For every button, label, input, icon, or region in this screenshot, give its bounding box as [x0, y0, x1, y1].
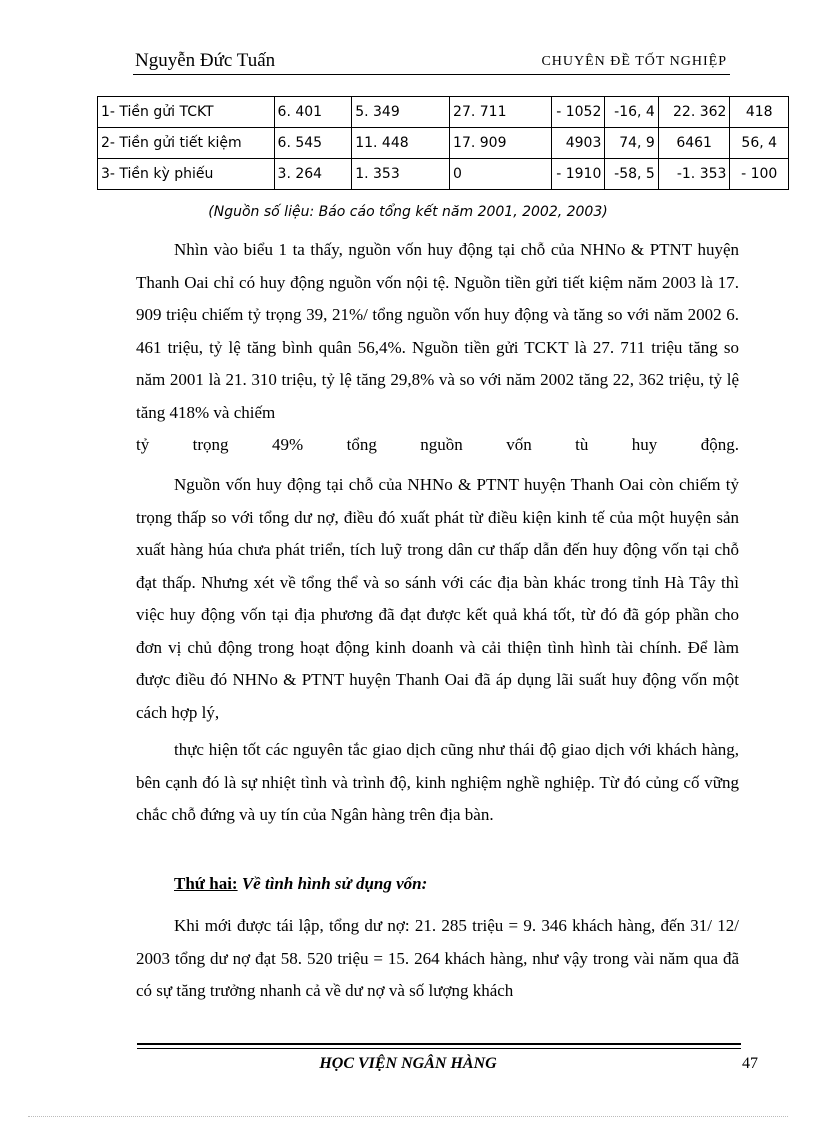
table-cell: 6. 401	[274, 97, 352, 128]
paragraph: Khi mới được tái lập, tổng dư nợ: 21. 285 triệu = 9. 346 khách hàng, đến 31/ 12/ 2003 tổng dư nợ đạt 58. 520 triệu = 15. 264 khách hàng, như vậy trong vài năm qua đã có sự tăng trưởng nhanh cả về dư nợ và số lượng khách	[136, 916, 739, 1000]
table-cell: -58, 5	[605, 159, 658, 190]
page-edge-divider	[28, 1116, 788, 1117]
section-title: Về tình hình sử dụng vốn:	[241, 874, 428, 893]
table-cell: 56, 4	[730, 128, 789, 159]
paragraph: Nhìn vào biểu 1 ta thấy, nguồn vốn huy động tại chỗ của NHNo & PTNT huyện Thanh Oai chỉ có huy động nguồn vốn nội tệ. Nguồn tiền gửi tiết kiệm năm 2003 là 17. 909 triệu chiếm tỷ trọng 39, 21%/ tổng nguồn vốn huy động và tăng so với năm 2002 6. 461 triệu, tỷ lệ tăng bình quân 56,4%. Nguồn tiền gửi TCKT là 27. 711 triệu tăng so năm 2001 là 21. 310 triệu, tỷ lệ tăng 29,8% và so với năm 2002 tăng 22, 362 triệu, tỷ lệ tăng 418% và chiếm	[136, 240, 739, 422]
table-cell: 5. 349	[352, 97, 450, 128]
footer-title: HỌC VIỆN NGÂN HÀNG	[319, 1055, 497, 1072]
table-cell: - 100	[730, 159, 789, 190]
table-row	[98, 159, 789, 190]
paragraph-line: tỷ trọng 49% tổng nguồn vốn tù huy động.	[136, 435, 739, 454]
table-cell: - 1910	[551, 159, 604, 190]
footer-divider	[137, 1043, 741, 1045]
paragraph: thực hiện tốt các nguyên tắc giao dịch cũng như thái độ giao dịch với khách hàng, bên cạnh đó là sự nhiệt tình và trình độ, kinh nghiệm nghề nghiệp. Từ đó củng cố vững chắc chỗ đứng và uy tín của Ngân hàng trên địa bàn.	[136, 740, 739, 824]
table-row	[98, 128, 789, 159]
paragraph: Nguồn vốn huy động tại chỗ của NHNo & PTNT huyện Thanh Oai còn chiếm tỷ trọng thấp so với tổng dư nợ, điều đó xuất phát từ điều kiện kinh tế của một huyện sản xuất hàng húa chưa phát triển, tích luỹ trong dân cư thấp dẫn đến huy động vốn tại chỗ đạt thấp. Nhưng xét về tổng thể và so sánh với các địa bàn khác trong tỉnh Hà Tây thì việc huy động vốn tại địa phương đã đạt được kết quả khá tốt, từ đó đã góp phần cho đơn vị chủ động trong hoạt động kinh doanh và cải thiện tình hình tài chính. Để làm được điều đó NHNo & PTNT huyện Thanh Oai đã áp dụng lãi suất huy động vốn một cách hợp lý,	[136, 475, 739, 722]
table-cell: 27. 711	[450, 97, 552, 128]
table-cell: 2- Tiền gửi tiết kiệm	[98, 128, 275, 159]
author-name: Nguyễn Đức Tuấn	[135, 50, 276, 71]
section-heading	[174, 874, 427, 894]
table-cell: 74, 9	[605, 128, 658, 159]
table-cell: 17. 909	[450, 128, 552, 159]
table-cell: 6461	[658, 128, 730, 159]
table-cell: 3- Tiền kỳ phiếu	[98, 159, 275, 190]
table-cell: 4903	[551, 128, 604, 159]
table-cell: 11. 448	[352, 128, 450, 159]
table-cell: - 1052	[551, 97, 604, 128]
table-cell: 3. 264	[274, 159, 352, 190]
table-cell: 0	[450, 159, 552, 190]
table-cell: -1. 353	[658, 159, 730, 190]
table-source-note: (Nguồn số liệu: Báo cáo tổng kết năm 2001, 2002, 2003)	[208, 204, 608, 220]
page-header	[135, 48, 731, 76]
table-row	[98, 97, 789, 128]
table-cell: 1. 353	[352, 159, 450, 190]
deposit-table	[97, 96, 789, 190]
document-title: CHUYÊN ĐỀ TỐT NGHIỆP	[541, 54, 727, 69]
page-number: 47	[742, 1055, 758, 1072]
section-label: Thứ hai:	[174, 874, 238, 893]
footer-divider	[137, 1048, 741, 1049]
table-cell: 22. 362	[658, 97, 730, 128]
header-divider	[133, 74, 730, 75]
table-cell: 418	[730, 97, 789, 128]
table-cell: 1- Tiền gửi TCKT	[98, 97, 275, 128]
table-cell: -16, 4	[605, 97, 658, 128]
table-cell: 6. 545	[274, 128, 352, 159]
